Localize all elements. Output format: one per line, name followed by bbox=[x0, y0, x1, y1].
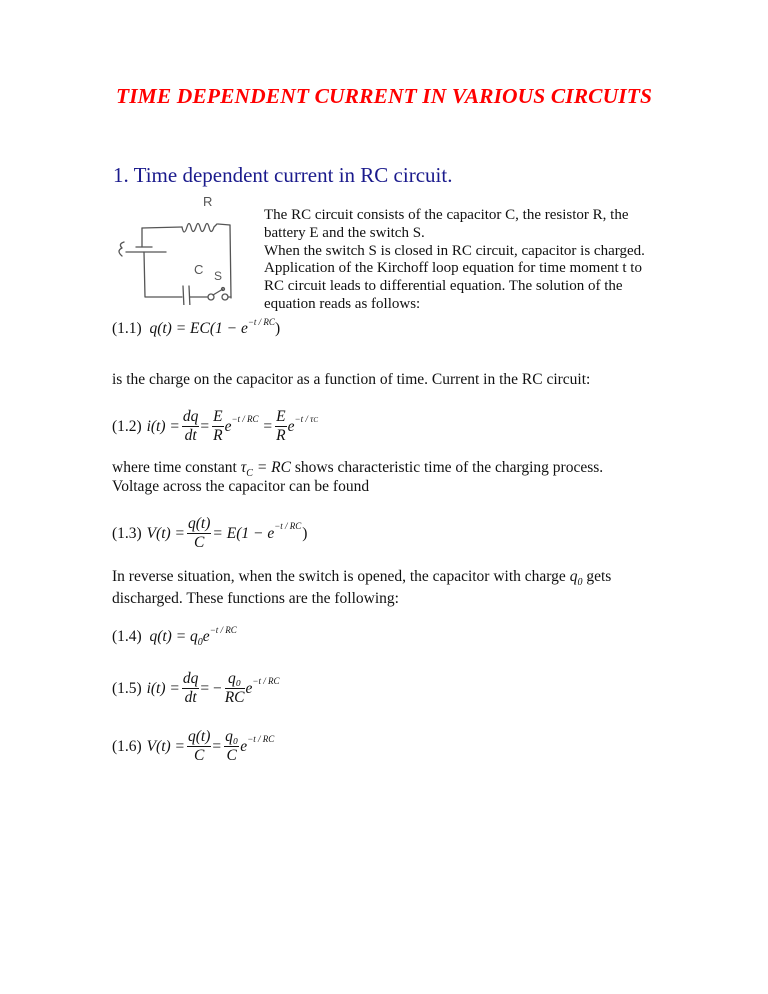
equation-rhs: = E(1 − e bbox=[212, 524, 275, 542]
intro-line: Application of the Kirchoff loop equation for time moment t to bbox=[264, 260, 642, 277]
fraction-q-c: $\frac{q(t)}{C}$ bbox=[188, 728, 211, 764]
equation-lhs: i(t) = bbox=[146, 417, 180, 435]
time-constant-line: where time constant $\tau_C$ = RC shows characteristic time of the charging process. bbox=[112, 459, 604, 479]
discharge-line: discharged. These functions are the following: bbox=[112, 590, 399, 607]
capacitor-label: C bbox=[194, 262, 204, 277]
equation-lhs: q(t) = EC(1 − e bbox=[149, 320, 248, 337]
equation-lhs: V(t) = bbox=[146, 737, 186, 755]
fraction-dq-dt: $\frac{dq}{dt}$ bbox=[182, 670, 199, 706]
page-title: TIME DEPENDENT CURRENT IN VARIOUS CIRCUITS bbox=[115, 84, 653, 108]
exponent: −t / RC bbox=[209, 625, 237, 635]
equation-label: (1.3) bbox=[112, 524, 142, 542]
close-paren: ) bbox=[274, 320, 281, 337]
exponent: −t / RC bbox=[252, 675, 280, 686]
equation-1-4: (1.4) $q(t) = q_0e^{-t / RC}$ bbox=[112, 625, 237, 648]
exp-base: e bbox=[224, 417, 232, 435]
equals: = bbox=[200, 417, 210, 435]
reverse-situation-line: In reverse situation, when the switch is opened, the capacitor with charge $q_0$ gets bbox=[112, 568, 612, 588]
rc-circuit-diagram bbox=[110, 190, 260, 305]
equation-label: (1.1) bbox=[112, 320, 142, 337]
equation-lhs: i(t) = bbox=[146, 679, 180, 697]
intro-line: battery E and the switch S. bbox=[264, 224, 425, 241]
equals: = bbox=[212, 737, 222, 755]
exponent: −t / RC bbox=[231, 413, 259, 424]
intro-line: RC circuit leads to differential equation. The solution of the bbox=[264, 278, 623, 295]
section-heading: 1. Time dependent current in RC circuit. bbox=[113, 163, 453, 187]
equation-1-3: (1.3) V(t) = $\frac{q(t)}{C}$ = E(1 − e −t / RC ) bbox=[112, 515, 308, 551]
equation-lhs: V(t) = bbox=[146, 524, 186, 542]
fraction-dq-dt: $\frac{dq}{dt}$ bbox=[182, 408, 199, 444]
fraction-q-c: $\frac{q(t)}{C}$ bbox=[188, 515, 211, 551]
equation-label: (1.5) bbox=[112, 679, 142, 697]
exponent: −t / RC bbox=[247, 317, 275, 327]
fraction-q0-rc: $\frac{\text{q₀}}{RC}$ bbox=[224, 670, 245, 706]
intro-line: When the switch S is closed in RC circuit, capacitor is charged. bbox=[264, 242, 645, 259]
equals: = bbox=[263, 417, 273, 435]
tau-symbol: τ bbox=[240, 459, 247, 476]
equation-label: (1.6) bbox=[112, 737, 142, 755]
switch-label: S bbox=[214, 269, 223, 283]
intro-line: The RC circuit consists of the capacitor C, the resistor R, the bbox=[264, 207, 629, 223]
equation-1-6: (1.6) V(t) = $\frac{q(t)}{C}$ = $\frac{\text{q₀}}{C}$ e −t / RC bbox=[112, 728, 275, 764]
voltage-line: Voltage across the capacitor can be found bbox=[112, 478, 370, 495]
paragraph-after-1-1: is the charge on the capacitor as a function of time. Current in the RC circuit: bbox=[112, 371, 591, 388]
equals-minus: = − bbox=[200, 679, 222, 697]
intro-paragraph bbox=[264, 207, 645, 314]
resistor-label: R bbox=[203, 194, 213, 209]
exponent: −t / RC bbox=[247, 733, 275, 744]
equation-label: (1.4) bbox=[112, 628, 142, 645]
equation-1-5: (1.5) i(t) = $\frac{dq}{dt}$ = − $\frac{\text{q₀}}{RC}$ e −t / RC bbox=[112, 670, 280, 706]
exponent: −t / RC bbox=[274, 520, 302, 531]
fraction-q0-c: $\frac{\text{q₀}}{C}$ bbox=[225, 728, 239, 764]
intro-line: equation reads as follows: bbox=[264, 295, 421, 312]
fraction-e-r: $\frac{E}{R}$ bbox=[213, 408, 223, 444]
exponent: −t / τC bbox=[294, 413, 318, 424]
equation-lhs: q(t) = q bbox=[149, 628, 198, 645]
equation-label: (1.2) bbox=[112, 417, 142, 435]
equation-1-2 bbox=[112, 408, 319, 445]
equation-1-1 bbox=[112, 317, 281, 338]
fraction-e-r: $\frac{E}{R}$ bbox=[276, 408, 286, 444]
exp-base: e bbox=[287, 417, 295, 435]
